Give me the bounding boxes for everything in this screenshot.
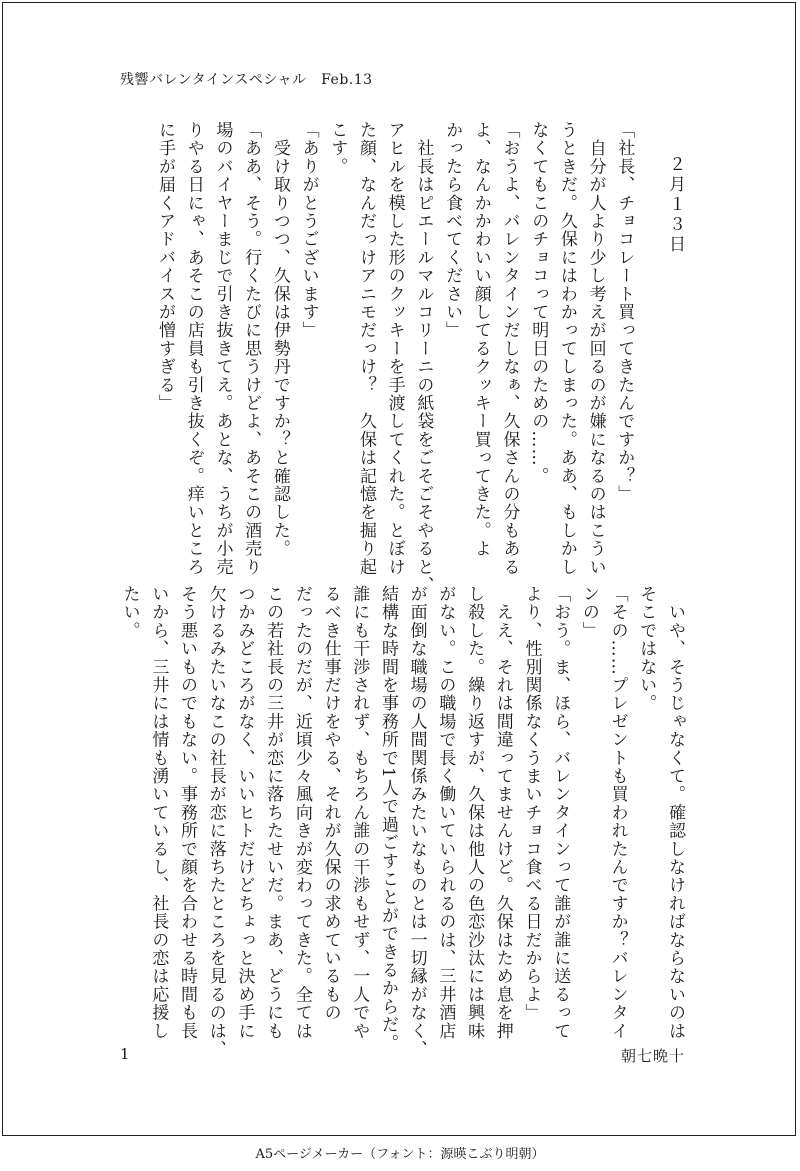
text-line: 自分が人より少し考えが回るのが嫌になるのはこうい [585,121,606,576]
text-line: りやる日にゃ、あそこの店員も引き抜くぞ。痒いところ [183,121,204,576]
text-line: 欠けるみたいなこの社長が恋に落ちたところを見るのは、 [205,585,226,1059]
text-line: 「社長、チョコレート買ってきたんですか？」 [614,121,635,504]
text-line: が面倒な職場の人間関係みたいなものとは一切縁がなく、 [406,585,427,1059]
text-line: 社長はピエールマルコリーニの紙袋をごそごそやると、 [413,121,434,595]
text-line: より、性別関係なくうまいチョコ食べる日だからよ」 [521,585,542,1022]
text-line: そう悪いものでもない。事務所で顔を合わせる時間も長 [177,585,198,1040]
text-line: 結構な時間を事務所で1人で過ごすことができるからだ。 [377,585,398,1053]
text-line: アヒルを模した形のクッキーを手渡してくれた。とぼけ [384,121,405,576]
text-line: に手が届くアドバイスが憎すぎる」 [155,121,176,413]
text-line: 「おうよ、バレンタインだしなぁ、久保さんの分もある [499,121,520,576]
text-line: ンの」 [578,585,599,640]
text-line: だったのだが、近頃少々風向きが変わってきた。全ては [291,585,312,1040]
text-line: この若社長の三井が恋に落ちたせいだ。まあ、どうにも [263,585,284,1040]
text-line: たい。 [119,585,140,640]
text-line: 「ありがとうございます」 [298,121,319,340]
page-number: 1 [120,1045,130,1063]
text-line: なくてもこのチョコって明日のための……。 [528,121,549,485]
text-line: 「おう。ま、ほら、バレンタインって誰が誰に送るって [550,585,571,1040]
text-line: いから、三井には情も湧いているし、社長の恋は応援し [148,585,169,1040]
text-line: かったら食べてください」 [442,121,463,340]
text-line: るべき仕事だけをやる、それが久保の求めているもの [320,585,341,1022]
text-line: うときだ。久保にはわかってしまった。ああ、もしかし [556,121,577,576]
footer-caption: A5ページメーカー（フォント：源暎こぶり明朝） [255,1147,545,1162]
text-line: がない。この職場で長く働いていられるのは、三井酒店 [435,585,456,1040]
author-name: 朝七晩十 [621,1047,686,1065]
text-line: 「ああ、そう。行くたびに思うけどよ、あそこの酒売り [241,121,262,576]
chapter-title: ２月１３日 [665,155,685,255]
text-line: そこではない。 [636,585,657,713]
running-header: 残響バレンタインスペシャル Feb.13 [120,72,373,88]
text-line: 場のバイヤーまじで引き抜きてえ。あとな、うちが小売 [212,121,233,576]
text-line: いや、そうじゃなくて。確認しなければならないのは [665,585,685,1040]
text-line: た顔、なんだっけアニモだっけ？ 久保は記憶を掘り起 [355,121,376,576]
text-line: ええ、それは間違ってませんけど。久保はため息を押 [492,585,513,1040]
text-line: 「その……プレゼントも買われたんですか？バレンタイ [607,585,628,1040]
text-line: よ、なんかかわいい顔してるクッキー買ってきた。よ [470,121,491,558]
text-line: 誰にも干渉されず、もちろん誰の干渉もせず、一人でや [349,585,370,1040]
text-line: つかみどころがなく、いいヒトだけどちょっと決め手に [234,585,255,1040]
text-line: こす。 [327,121,348,176]
text-line: 受け取りつつ、久保は伊勢丹ですか？と確認した。 [269,121,290,558]
top-text-column [155,121,689,595]
page-frame [2,2,796,1136]
text-line: し殺した。繰り返すが、久保は他人の色恋沙汰には興味 [464,585,485,1040]
